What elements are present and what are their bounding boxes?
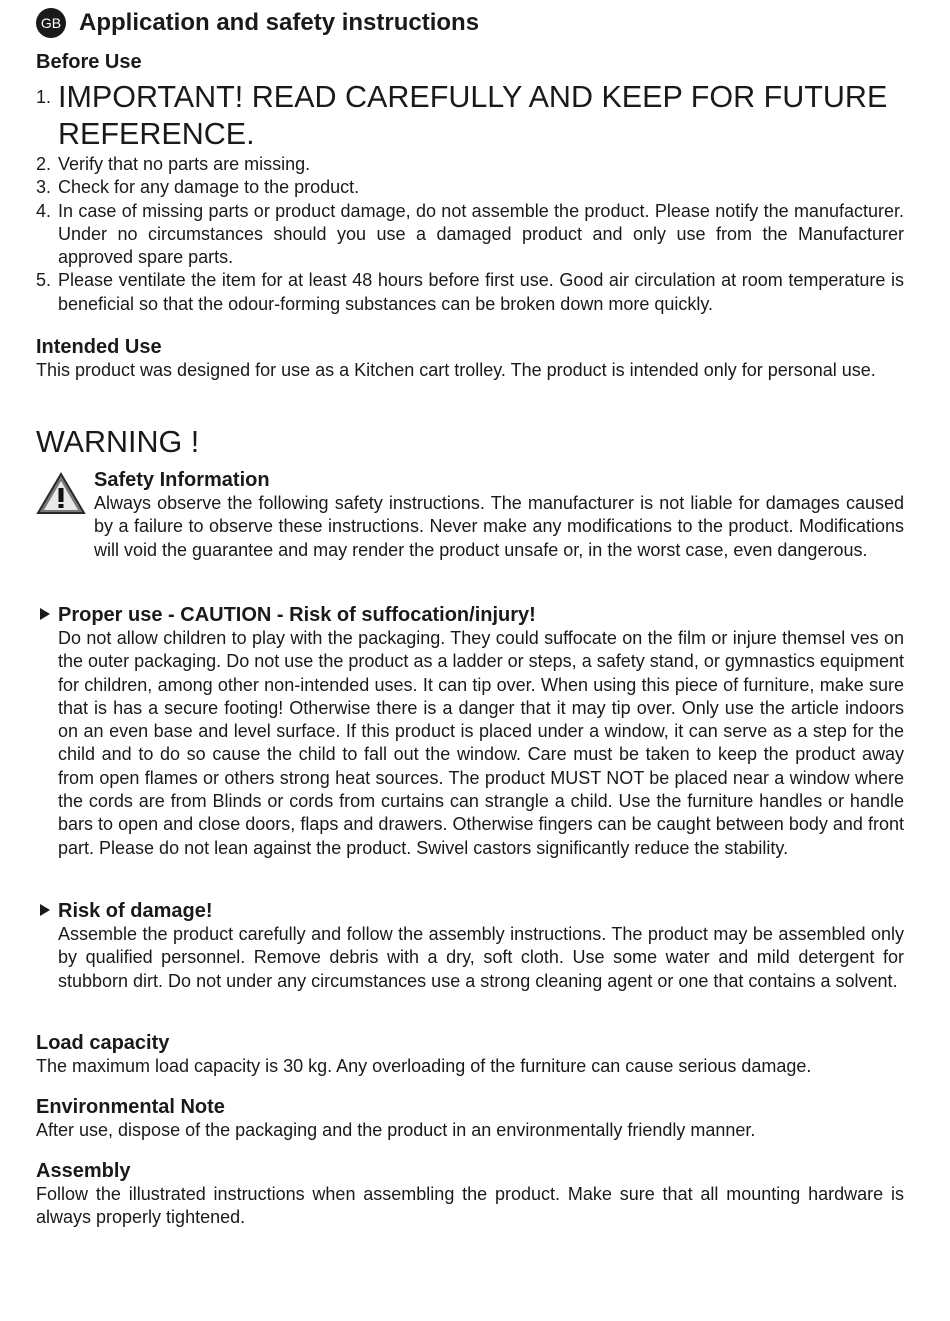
safety-heading: Safety Information — [94, 469, 270, 491]
language-badge: GB — [36, 8, 66, 38]
before-use-heading: Before Use — [36, 51, 142, 73]
environmental-text: After use, dispose of the packaging and the product in an environmentally friendly manner. — [36, 1120, 756, 1140]
safety-text: Always observe the following safety instructions. The manufacturer is not liable for damages caused by a failure to observe these instructions. Never make any modifications to the product. Modifications will void the guarantee and may render the product unsafe or, in the worst case, even dangerous. — [94, 493, 904, 560]
proper-use-section — [36, 603, 904, 860]
load-capacity-section — [36, 1031, 904, 1078]
safety-information-section — [94, 468, 904, 562]
intended-use-text: This product was designed for use as a Kitchen cart trolley. The product is intended only for personal use. — [36, 360, 876, 380]
environmental-heading: Environmental Note — [36, 1096, 225, 1118]
risk-of-damage-section — [36, 899, 904, 993]
list-item: 3. Check for any damage to the product. — [36, 177, 360, 198]
before-use-section — [36, 50, 904, 316]
page-title: Application and safety instructions — [79, 9, 480, 36]
assembly-section — [36, 1159, 904, 1230]
list-item: 5. Please ventilate the item for at least 48 hours before first use. Good air circulation at room temperature is beneficial so that the odour-forming substances can be broken down more quickly. — [36, 270, 904, 314]
load-capacity-heading: Load capacity — [36, 1032, 170, 1054]
list-item: 2. Verify that no parts are missing. — [36, 154, 311, 174]
assembly-heading: Assembly — [36, 1160, 131, 1182]
assembly-text: Follow the illustrated instructions when assembling the product. Make sure that all mounting hardware is always properly tightened. — [36, 1184, 904, 1228]
proper-use-heading: Proper use - CAUTION - Risk of suffocation/injury! — [58, 604, 536, 626]
risk-damage-text: Assemble the product carefully and follow the assembly instructions. The product may be assembled only by qualified personnel. Remove debris with a dry, soft cloth. Use some water and mild detergent for stubborn dirt. Do not under any circumstances use a strong cleaning agent or one that contains a solvent. — [58, 924, 904, 991]
list-item: 1. IMPORTANT! READ CAREFULLY AND KEEP FOR FUTURE REFERENCE. — [36, 79, 904, 153]
risk-damage-heading: Risk of damage! — [58, 900, 213, 922]
warning-title: WARNING ! — [36, 425, 200, 459]
important-notice: IMPORTANT! READ CAREFULLY AND KEEP FOR FUTURE REFERENCE. — [58, 80, 888, 151]
load-capacity-text: The maximum load capacity is 30 kg. Any overloading of the furniture can cause serious damage. — [36, 1056, 812, 1076]
warning-triangle-icon — [36, 471, 86, 515]
intended-use-section — [36, 335, 904, 382]
triangle-bullet-icon — [40, 608, 50, 620]
before-use-list — [36, 79, 904, 316]
triangle-bullet-icon — [40, 904, 50, 916]
proper-use-text: Do not allow children to play with the packaging. They could suffocate on the film or injure themsel ves on the outer packaging. Do not use the product as a ladder or steps, a safety stand, or gymnastics equipment for children, among other non-intended uses. It can tip over. When using this piece of furniture, make sure that is has a secure footing! Otherwise there is a danger that it may tip over. Only use the article indoors on an even base and level surface. If this product is placed under a window, it can serve as a step for the child and to do so cause the child to fall out the window. Care must be taken to keep the product away from open flames or others strong heat sources. The product MUST NOT be placed near a window where the cords are from Blinds or cords from curtains can strangle a child. Use the furniture handles or handle bars to open and close doors, flaps and drawers. Otherwise fingers can be caught between body and front part. Please do not lean against the product. Swivel castors significantly reduce the stability. — [58, 628, 904, 858]
list-item: 4. In case of missing parts or product damage, do not assemble the product. Please notify the manufacturer. Under no circumstances should you use a damaged product and only use from the Manufacturer approved spare parts. — [36, 200, 904, 268]
intended-use-heading: Intended Use — [36, 336, 162, 358]
page-header — [36, 8, 479, 38]
environmental-note-section — [36, 1095, 904, 1142]
